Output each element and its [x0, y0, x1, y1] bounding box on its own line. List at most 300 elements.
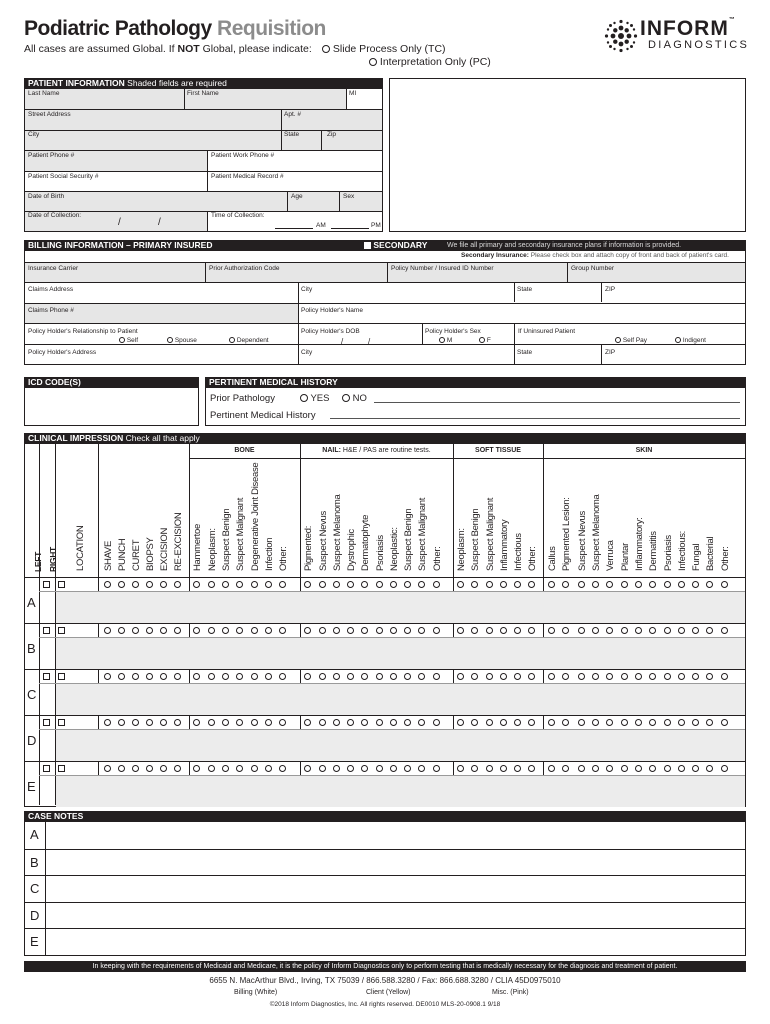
- radio-e-29[interactable]: [548, 765, 555, 772]
- option-tc[interactable]: Slide Process Only (TC): [322, 43, 446, 55]
- radio-c-12[interactable]: [279, 673, 286, 680]
- col-nail-9: Other:: [432, 546, 443, 571]
- radio-b-15[interactable]: [333, 627, 340, 634]
- radio-d-8[interactable]: [222, 719, 229, 726]
- radio-a-16[interactable]: [347, 581, 354, 588]
- radio-a-37[interactable]: [664, 581, 671, 588]
- radio-a-21[interactable]: [418, 581, 425, 588]
- checkbox-left-b[interactable]: [43, 627, 50, 634]
- pmh-label: Pertinent Medical History: [210, 410, 316, 421]
- radio-b-40[interactable]: [706, 627, 713, 634]
- radio-b-22[interactable]: [433, 627, 440, 634]
- radio-d-40[interactable]: [706, 719, 713, 726]
- radio-e-15[interactable]: [333, 765, 340, 772]
- radio-b-17[interactable]: [361, 627, 368, 634]
- radio-d-38[interactable]: [678, 719, 685, 726]
- radio-c-2[interactable]: [132, 673, 139, 680]
- radio-e-4[interactable]: [160, 765, 167, 772]
- radio-e-22[interactable]: [433, 765, 440, 772]
- rel-spouse[interactable]: Spouse: [167, 337, 197, 344]
- col-skin-9: Infectious:: [677, 530, 688, 571]
- radio-d-26[interactable]: [500, 719, 507, 726]
- radio-e-39[interactable]: [692, 765, 699, 772]
- radio-a-14[interactable]: [319, 581, 326, 588]
- radio-c-17[interactable]: [361, 673, 368, 680]
- radio-a-13[interactable]: [304, 581, 311, 588]
- location-field-b[interactable]: [56, 623, 98, 637]
- prior-auth-field[interactable]: Prior Authorization Code: [209, 265, 280, 272]
- radio-e-1[interactable]: [118, 765, 125, 772]
- icd-field[interactable]: [24, 388, 199, 426]
- col-soft-3: Inflammatory: [499, 519, 510, 571]
- radio-c-35[interactable]: [635, 673, 642, 680]
- radio-d-12[interactable]: [279, 719, 286, 726]
- radio-d-24[interactable]: [471, 719, 478, 726]
- claims-zip-field[interactable]: ZIP: [605, 286, 616, 293]
- radio-e-30[interactable]: [562, 765, 569, 772]
- radio-b-20[interactable]: [404, 627, 411, 634]
- radio-b-34[interactable]: [621, 627, 628, 634]
- radio-a-31[interactable]: [578, 581, 585, 588]
- radio-a-39[interactable]: [692, 581, 699, 588]
- work-phone-field[interactable]: Patient Work Phone #: [211, 152, 275, 159]
- note-row-a[interactable]: A: [30, 827, 39, 842]
- radio-d-36[interactable]: [649, 719, 656, 726]
- street-field[interactable]: Street Address: [28, 111, 71, 118]
- checkbox-left-e[interactable]: [43, 765, 50, 772]
- radio-d-16[interactable]: [347, 719, 354, 726]
- age-field[interactable]: Age: [291, 193, 303, 200]
- radio-c-18[interactable]: [376, 673, 383, 680]
- radio-a-20[interactable]: [404, 581, 411, 588]
- radio-c-21[interactable]: [418, 673, 425, 680]
- radio-a-27[interactable]: [514, 581, 521, 588]
- radio-e-38[interactable]: [678, 765, 685, 772]
- option-pc[interactable]: Interpretation Only (PC): [369, 56, 491, 68]
- radio-a-5[interactable]: [174, 581, 181, 588]
- radio-spouse[interactable]: [167, 337, 173, 343]
- radio-b-23[interactable]: [457, 627, 464, 634]
- radio-e-26[interactable]: [500, 765, 507, 772]
- radio-indigent[interactable]: [675, 337, 681, 343]
- radio-e-28[interactable]: [528, 765, 535, 772]
- company-logo: [604, 19, 754, 53]
- note-row-e[interactable]: E: [24, 928, 746, 955]
- self-pay[interactable]: Self Pay: [615, 337, 647, 344]
- carrier-field[interactable]: Insurance Carrier: [28, 265, 79, 272]
- toc-field[interactable]: Time of Collection:: [211, 212, 265, 219]
- location-field-e[interactable]: [56, 761, 98, 775]
- radio-prior-yes[interactable]: [300, 394, 308, 402]
- radio-b-35[interactable]: [635, 627, 642, 634]
- radio-a-9[interactable]: [236, 581, 243, 588]
- radio-c-3[interactable]: [146, 673, 153, 680]
- zip-field[interactable]: Zip: [327, 131, 337, 138]
- radio-c-34[interactable]: [621, 673, 628, 680]
- radio-d-30[interactable]: [562, 719, 569, 726]
- radio-a-40[interactable]: [706, 581, 713, 588]
- radio-b-5[interactable]: [174, 627, 181, 634]
- holder-address-field[interactable]: Policy Holder's Address: [28, 349, 97, 356]
- mi-field[interactable]: MI: [349, 90, 357, 97]
- radio-e-25[interactable]: [486, 765, 493, 772]
- radio-d-4[interactable]: [160, 719, 167, 726]
- radio-e-7[interactable]: [208, 765, 215, 772]
- radio-a-30[interactable]: [562, 581, 569, 588]
- claims-city-field[interactable]: City: [301, 286, 313, 293]
- radio-b-28[interactable]: [528, 627, 535, 634]
- radio-a-41[interactable]: [721, 581, 728, 588]
- radio-b-30[interactable]: [562, 627, 569, 634]
- radio-b-6[interactable]: [193, 627, 200, 634]
- radio-c-19[interactable]: [390, 673, 397, 680]
- holder-city-field[interactable]: City: [301, 349, 313, 356]
- radio-e-32[interactable]: [592, 765, 599, 772]
- checkbox-left-a[interactable]: [43, 581, 50, 588]
- radio-a-23[interactable]: [457, 581, 464, 588]
- radio-b-18[interactable]: [376, 627, 383, 634]
- claims-state-field[interactable]: State: [517, 286, 533, 293]
- radio-d-29[interactable]: [548, 719, 555, 726]
- radio-d-25[interactable]: [486, 719, 493, 726]
- radio-b-0[interactable]: [104, 627, 111, 634]
- radio-c-8[interactable]: [222, 673, 229, 680]
- radio-b-8[interactable]: [222, 627, 229, 634]
- radio-d-27[interactable]: [514, 719, 521, 726]
- col-soft-0: Neoplasm:: [456, 528, 467, 571]
- radio-e-41[interactable]: [721, 765, 728, 772]
- radio-d-39[interactable]: [692, 719, 699, 726]
- radio-c-1[interactable]: [118, 673, 125, 680]
- radio-a-2[interactable]: [132, 581, 139, 588]
- radio-a-11[interactable]: [265, 581, 272, 588]
- radio-c-32[interactable]: [592, 673, 599, 680]
- radio-d-41[interactable]: [721, 719, 728, 726]
- radio-c-11[interactable]: [265, 673, 272, 680]
- radio-a-28[interactable]: [528, 581, 535, 588]
- radio-d-32[interactable]: [592, 719, 599, 726]
- patient-info-section: Last Name First Name MI Street Address Apt. # City State Zip Patient Phone # Patient Work Phone # Patient Social Security # Patient Medical Record # Date of Birth Age Sex Date of Collection: / / Time of Collection: AM PM: [24, 89, 383, 232]
- radio-c-26[interactable]: [500, 673, 507, 680]
- radio-a-7[interactable]: [208, 581, 215, 588]
- radio-d-33[interactable]: [606, 719, 613, 726]
- radio-d-0[interactable]: [104, 719, 111, 726]
- policy-number-field[interactable]: Policy Number / Insured ID Number: [391, 265, 494, 272]
- radio-c-16[interactable]: [347, 673, 354, 680]
- radio-d-19[interactable]: [390, 719, 397, 726]
- radio-c-38[interactable]: [678, 673, 685, 680]
- radio-e-24[interactable]: [471, 765, 478, 772]
- radio-e-19[interactable]: [390, 765, 397, 772]
- radio-d-2[interactable]: [132, 719, 139, 726]
- radio-e-0[interactable]: [104, 765, 111, 772]
- radio-d-21[interactable]: [418, 719, 425, 726]
- holder-zip-field[interactable]: ZIP: [605, 349, 616, 356]
- radio-d-6[interactable]: [193, 719, 200, 726]
- radio-c-13[interactable]: [304, 673, 311, 680]
- radio-self-pay[interactable]: [615, 337, 621, 343]
- mrn-field[interactable]: Patient Medical Record #: [211, 173, 284, 180]
- radio-b-31[interactable]: [578, 627, 585, 634]
- radio-c-31[interactable]: [578, 673, 585, 680]
- radio-a-4[interactable]: [160, 581, 167, 588]
- phone-field[interactable]: Patient Phone #: [28, 152, 75, 159]
- first-name-field[interactable]: First Name: [187, 90, 219, 97]
- radio-d-35[interactable]: [635, 719, 642, 726]
- radio-e-16[interactable]: [347, 765, 354, 772]
- radio-e-31[interactable]: [578, 765, 585, 772]
- radio-d-18[interactable]: [376, 719, 383, 726]
- radio-b-27[interactable]: [514, 627, 521, 634]
- radio-b-14[interactable]: [319, 627, 326, 634]
- ssn-field[interactable]: Patient Social Security #: [28, 173, 99, 180]
- radio-a-3[interactable]: [146, 581, 153, 588]
- sex-field[interactable]: Sex: [343, 193, 355, 200]
- col-bone-1: Neoplasm:: [207, 528, 218, 571]
- note-row-b[interactable]: B: [24, 849, 746, 876]
- logo-subtext: DIAGNOSTICS: [648, 39, 750, 51]
- radio-b-16[interactable]: [347, 627, 354, 634]
- sex-m[interactable]: M: [439, 337, 452, 344]
- checkbox-left-c[interactable]: [43, 673, 50, 680]
- radio-e-37[interactable]: [664, 765, 671, 772]
- radio-c-30[interactable]: [562, 673, 569, 680]
- location-field-c[interactable]: [56, 669, 98, 683]
- radio-e-2[interactable]: [132, 765, 139, 772]
- radio-b-39[interactable]: [692, 627, 699, 634]
- radio-b-32[interactable]: [592, 627, 599, 634]
- radio-d-14[interactable]: [319, 719, 326, 726]
- dob-field[interactable]: Date of Birth: [28, 193, 65, 200]
- radio-a-33[interactable]: [606, 581, 613, 588]
- radio-d-20[interactable]: [404, 719, 411, 726]
- footer-address: 6655 N. MacArthur Blvd., Irving, TX 75039 / 866.588.3280 / Fax: 866.688.3280 / CLIA 45D0975010: [209, 976, 561, 985]
- radio-b-38[interactable]: [678, 627, 685, 634]
- radio-a-6[interactable]: [193, 581, 200, 588]
- radio-b-3[interactable]: [146, 627, 153, 634]
- radio-b-13[interactable]: [304, 627, 311, 634]
- col-skin-4: Verruca: [605, 540, 616, 571]
- note-row-d[interactable]: D: [24, 902, 746, 929]
- radio-b-29[interactable]: [548, 627, 555, 634]
- radio-e-13[interactable]: [304, 765, 311, 772]
- radio-b-33[interactable]: [606, 627, 613, 634]
- radio-a-12[interactable]: [279, 581, 286, 588]
- radio-d-37[interactable]: [664, 719, 671, 726]
- radio-a-18[interactable]: [376, 581, 383, 588]
- radio-c-24[interactable]: [471, 673, 478, 680]
- radio-dependent[interactable]: [229, 337, 235, 343]
- rel-dependent[interactable]: Dependent: [229, 337, 269, 344]
- sex-f[interactable]: F: [479, 337, 491, 344]
- prior-no[interactable]: NO: [342, 393, 367, 404]
- radio-prior-no[interactable]: [342, 394, 350, 402]
- radio-a-29[interactable]: [548, 581, 555, 588]
- radio-d-22[interactable]: [433, 719, 440, 726]
- radio-c-23[interactable]: [457, 673, 464, 680]
- radio-c-29[interactable]: [548, 673, 555, 680]
- radio-d-11[interactable]: [265, 719, 272, 726]
- radio-a-22[interactable]: [433, 581, 440, 588]
- location-field-d[interactable]: [56, 715, 98, 729]
- doc-field[interactable]: Date of Collection:: [28, 212, 82, 219]
- radio-e-33[interactable]: [606, 765, 613, 772]
- radio-a-25[interactable]: [486, 581, 493, 588]
- radio-a-8[interactable]: [222, 581, 229, 588]
- city-field[interactable]: City: [28, 131, 40, 138]
- radio-c-6[interactable]: [193, 673, 200, 680]
- apt-field[interactable]: Apt. #: [284, 111, 301, 118]
- radio-a-35[interactable]: [635, 581, 642, 588]
- radio-c-5[interactable]: [174, 673, 181, 680]
- col-bone-2: Suspect Benign: [221, 508, 232, 571]
- radio-b-21[interactable]: [418, 627, 425, 634]
- secondary-checkbox[interactable]: [364, 242, 371, 249]
- checkbox-left-d[interactable]: [43, 719, 50, 726]
- radio-b-9[interactable]: [236, 627, 243, 634]
- radio-e-8[interactable]: [222, 765, 229, 772]
- radio-e-6[interactable]: [193, 765, 200, 772]
- radio-c-15[interactable]: [333, 673, 340, 680]
- radio-b-19[interactable]: [390, 627, 397, 634]
- radio-c-7[interactable]: [208, 673, 215, 680]
- radio-b-10[interactable]: [251, 627, 258, 634]
- radio-m[interactable]: [439, 337, 445, 343]
- col-right: RIGHT: [48, 547, 58, 572]
- radio-a-32[interactable]: [592, 581, 599, 588]
- copy-misc: Misc. (Pink): [492, 989, 529, 996]
- radio-d-3[interactable]: [146, 719, 153, 726]
- radio-e-18[interactable]: [376, 765, 383, 772]
- radio-e-40[interactable]: [706, 765, 713, 772]
- radio-c-25[interactable]: [486, 673, 493, 680]
- radio-b-1[interactable]: [118, 627, 125, 634]
- radio-f[interactable]: [479, 337, 485, 343]
- radio-a-10[interactable]: [251, 581, 258, 588]
- radio-c-10[interactable]: [251, 673, 258, 680]
- radio-b-24[interactable]: [471, 627, 478, 634]
- radio-a-0[interactable]: [104, 581, 111, 588]
- radio-c-37[interactable]: [664, 673, 671, 680]
- radio-a-26[interactable]: [500, 581, 507, 588]
- radio-d-7[interactable]: [208, 719, 215, 726]
- radio-d-15[interactable]: [333, 719, 340, 726]
- radio-a-17[interactable]: [361, 581, 368, 588]
- radio-c-41[interactable]: [721, 673, 728, 680]
- radio-d-1[interactable]: [118, 719, 125, 726]
- radio-e-5[interactable]: [174, 765, 181, 772]
- radio-b-7[interactable]: [208, 627, 215, 634]
- radio-e-34[interactable]: [621, 765, 628, 772]
- radio-d-13[interactable]: [304, 719, 311, 726]
- col-bone-0: Hammertoe: [192, 524, 203, 571]
- radio-b-26[interactable]: [500, 627, 507, 634]
- indigent[interactable]: Indigent: [675, 337, 706, 344]
- radio-a-34[interactable]: [621, 581, 628, 588]
- col-skin-2: Suspect Nevus: [577, 511, 588, 571]
- radio-b-25[interactable]: [486, 627, 493, 634]
- radio-d-28[interactable]: [528, 719, 535, 726]
- radio-d-31[interactable]: [578, 719, 585, 726]
- radio-b-2[interactable]: [132, 627, 139, 634]
- holder-name-field[interactable]: Policy Holder's Name: [301, 307, 363, 314]
- radio-a-36[interactable]: [649, 581, 656, 588]
- radio-c-4[interactable]: [160, 673, 167, 680]
- radio-e-36[interactable]: [649, 765, 656, 772]
- radio-e-9[interactable]: [236, 765, 243, 772]
- radio-b-37[interactable]: [664, 627, 671, 634]
- radio-c-9[interactable]: [236, 673, 243, 680]
- radio-d-17[interactable]: [361, 719, 368, 726]
- radio-b-41[interactable]: [721, 627, 728, 634]
- radio-a-38[interactable]: [678, 581, 685, 588]
- radio-c-40[interactable]: [706, 673, 713, 680]
- radio-c-27[interactable]: [514, 673, 521, 680]
- radio-c-33[interactable]: [606, 673, 613, 680]
- radio-c-0[interactable]: [104, 673, 111, 680]
- radio-self[interactable]: [119, 337, 125, 343]
- radio-a-1[interactable]: [118, 581, 125, 588]
- rel-self[interactable]: Self: [119, 337, 138, 344]
- state-field[interactable]: State: [284, 131, 300, 138]
- radio-d-9[interactable]: [236, 719, 243, 726]
- last-name-field[interactable]: Last Name: [28, 90, 60, 97]
- radio-e-10[interactable]: [251, 765, 258, 772]
- radio-c-28[interactable]: [528, 673, 535, 680]
- radio-e-35[interactable]: [635, 765, 642, 772]
- col-bone-3: Suspect Malignant: [235, 497, 246, 571]
- radio-d-10[interactable]: [251, 719, 258, 726]
- prior-yes[interactable]: YES: [300, 393, 329, 404]
- holder-state-field[interactable]: State: [517, 349, 533, 356]
- radio-e-14[interactable]: [319, 765, 326, 772]
- radio-a-19[interactable]: [390, 581, 397, 588]
- radio-b-12[interactable]: [279, 627, 286, 634]
- radio-a-24[interactable]: [471, 581, 478, 588]
- col-proc-3: BIOPSY: [145, 537, 156, 571]
- location-field-a[interactable]: [56, 577, 98, 591]
- radio-tc[interactable]: [322, 45, 330, 53]
- radio-d-5[interactable]: [174, 719, 181, 726]
- radio-e-21[interactable]: [418, 765, 425, 772]
- radio-e-3[interactable]: [146, 765, 153, 772]
- radio-b-11[interactable]: [265, 627, 272, 634]
- radio-e-23[interactable]: [457, 765, 464, 772]
- radio-e-20[interactable]: [404, 765, 411, 772]
- claims-phone-field[interactable]: Claims Phone #: [28, 307, 74, 314]
- group-number-field[interactable]: Group Number: [571, 265, 614, 272]
- claims-address-field[interactable]: Claims Address: [28, 286, 74, 293]
- radio-c-36[interactable]: [649, 673, 656, 680]
- radio-b-4[interactable]: [160, 627, 167, 634]
- radio-c-20[interactable]: [404, 673, 411, 680]
- radio-d-23[interactable]: [457, 719, 464, 726]
- radio-c-22[interactable]: [433, 673, 440, 680]
- radio-b-36[interactable]: [649, 627, 656, 634]
- radio-e-27[interactable]: [514, 765, 521, 772]
- radio-e-11[interactable]: [265, 765, 272, 772]
- note-row-c[interactable]: C: [24, 875, 746, 902]
- radio-pc[interactable]: [369, 58, 377, 66]
- radio-e-12[interactable]: [279, 765, 286, 772]
- radio-d-34[interactable]: [621, 719, 628, 726]
- radio-a-15[interactable]: [333, 581, 340, 588]
- radio-c-39[interactable]: [692, 673, 699, 680]
- radio-e-17[interactable]: [361, 765, 368, 772]
- prior-pathology-label: Prior Pathology: [210, 393, 275, 404]
- holder-dob-field[interactable]: Policy Holder's DOB: [301, 328, 360, 335]
- radio-c-14[interactable]: [319, 673, 326, 680]
